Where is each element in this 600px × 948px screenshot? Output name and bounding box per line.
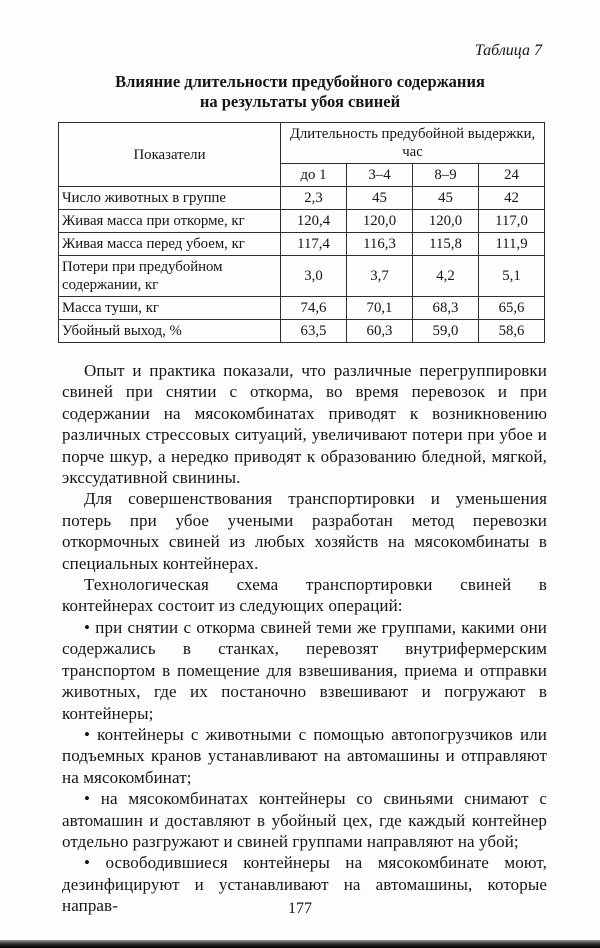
row-label: Убойный выход, % <box>59 320 281 343</box>
table-cell: 74,6 <box>281 297 347 320</box>
table-cell: 120,0 <box>413 210 479 233</box>
table-cell: 115,8 <box>413 233 479 256</box>
paragraph: Опыт и практика показали, что различные перегруппировки свиней при снятии с откорма, во время перевозок и при содержании на мясокомбинатах приводят к возникновению различных стрессовых ситуаций, увеличивают потери при убое и порче шкур, а нередко приводят к образованию бледной, мягкой, экссудативной свинины. <box>62 361 547 488</box>
paragraph-bullet: • контейнеры с животными с помощью автопогрузчиков или подъемных кранов устанавливают на автомашины и отправляют на мясокомбинат; <box>62 724 547 787</box>
table-cell: 3,0 <box>281 256 347 297</box>
column-group-header: Длительность предубойной выдержки, час <box>281 123 545 164</box>
row-label: Живая масса при откорме, кг <box>59 210 281 233</box>
paragraph-bullet: • освободившиеся контейнеры на мясокомбинате моют, дезинфицируют и устанавливают на автомашины, которые направ- <box>62 853 547 916</box>
table-title-line1: Влияние длительности предубойного содержания <box>115 72 485 91</box>
row-label: Живая масса перед убоем, кг <box>59 233 281 256</box>
table-row <box>59 210 545 233</box>
paragraph-bullet: • на мясокомбинатах контейнеры со свиньями снимают с автомашин и доставляют в убойный цех, где каждый контейнер отдельно разгружают и свиней группами направляют на убой; <box>62 789 547 851</box>
table-cell: 60,3 <box>347 320 413 343</box>
row-label: Потери при предубойном содержании, кг <box>59 256 281 297</box>
table-row <box>59 320 545 343</box>
table-cell: 120,4 <box>281 210 347 233</box>
table-title-line2: на результаты убоя свиней <box>199 92 401 111</box>
table-cell: 42 <box>479 187 545 210</box>
sub-header-do1: до 1 <box>281 164 347 187</box>
column-header-indicators: Показатели <box>59 123 281 187</box>
scan-edge-bottom <box>0 940 600 948</box>
body-text <box>62 360 547 917</box>
paragraph-bullet: • при снятии с откорма свиней теми же группами, какими они содержались в станках, перевозят внутрифермерским транспортом в помещение для взвешивания, приема и отправки животных, где их постаночно взвешивают и погружают в контейнеры; <box>62 617 547 723</box>
table-cell: 111,9 <box>479 233 545 256</box>
table-cell: 5,1 <box>479 256 545 297</box>
table-cell: 120,0 <box>347 210 413 233</box>
table-row <box>59 233 545 256</box>
table-cell: 117,4 <box>281 233 347 256</box>
table-cell: 2,3 <box>281 187 347 210</box>
table-row <box>59 297 545 320</box>
table-header-row <box>59 123 545 164</box>
data-table <box>58 122 545 343</box>
table-cell: 58,6 <box>479 320 545 343</box>
table-row <box>59 187 545 210</box>
table-cell: 117,0 <box>479 210 545 233</box>
sub-header-8-9: 8–9 <box>413 164 479 187</box>
table-cell: 3,7 <box>347 256 413 297</box>
sub-header-3-4: 3–4 <box>347 164 413 187</box>
page-number: 177 <box>288 900 312 917</box>
sub-header-24: 24 <box>479 164 545 187</box>
table-cell: 116,3 <box>347 233 413 256</box>
row-label: Масса туши, кг <box>59 297 281 320</box>
table-cell: 59,0 <box>413 320 479 343</box>
table-cell: 68,3 <box>413 297 479 320</box>
table-caption: Таблица 7 <box>474 42 542 59</box>
table-cell: 63,5 <box>281 320 347 343</box>
paragraph: Технологическая схема транспортировки свиней в контейнерах состоит из следующих операций: <box>62 575 547 616</box>
table-cell: 70,1 <box>347 297 413 320</box>
table-title <box>0 72 600 112</box>
paragraph: Для совершенствования транспортировки и уменьшения потерь при убое учеными разработан метод перевозки откормочных свиней из любых хозяйств на мясокомбинаты в специальных контейнерах. <box>62 489 547 573</box>
row-label: Число животных в группе <box>59 187 281 210</box>
table-cell: 4,2 <box>413 256 479 297</box>
table-cell: 45 <box>413 187 479 210</box>
table-row <box>59 256 545 297</box>
table-cell: 45 <box>347 187 413 210</box>
table-cell: 65,6 <box>479 297 545 320</box>
